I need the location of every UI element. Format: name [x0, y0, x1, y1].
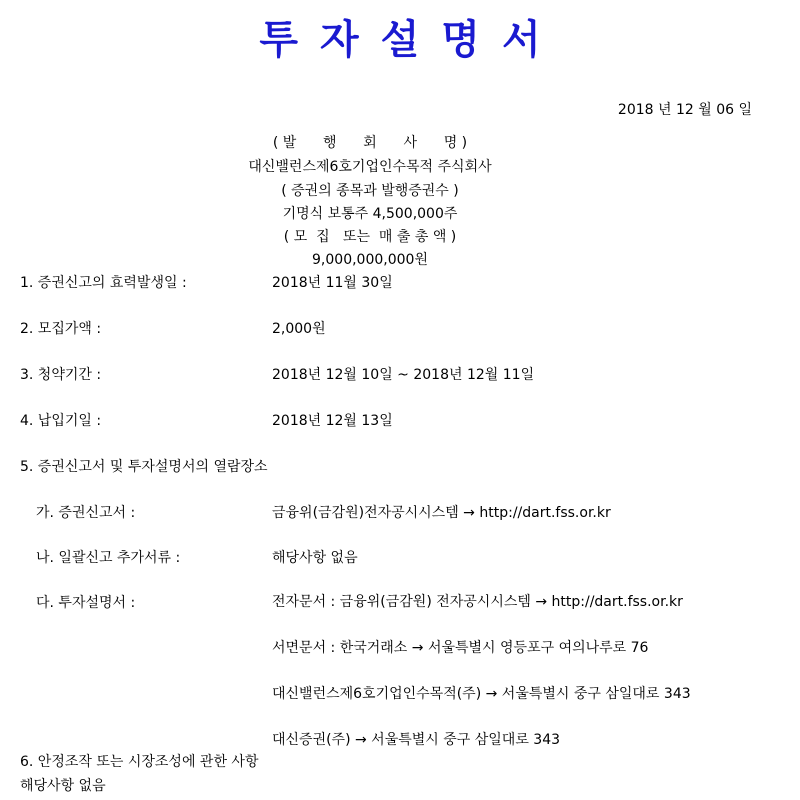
sub-prospectus-electronic: 전자문서 : 금융위(금감원) 전자공시시스템 → http://dart.fss.or.kr	[272, 594, 683, 610]
item-inspection-places-label: 5. 증권신고서 및 투자설명서의 열람장소	[20, 459, 268, 475]
securities-value: 기명식 보통주 4,500,000주	[282, 206, 458, 222]
item-stabilization-value: 해당사항 없음	[20, 778, 106, 794]
sub-additional-documents-label: 나. 일괄신고 추가서류 :	[36, 550, 181, 566]
issuer-name: 대신밸런스제6호기업인수목적 주식회사	[248, 159, 492, 175]
item-effective-date-value: 2018년 11월 30일	[272, 275, 393, 291]
issuer-label: ( 발 행 회 사 명 )	[272, 135, 468, 151]
sub-prospectus-paper: 서면문서 : 한국거래소 → 서울특별시 영등포구 여의나루로 76	[272, 640, 649, 656]
sub-additional-documents-value: 해당사항 없음	[272, 550, 358, 566]
sub-prospectus-label: 다. 투자설명서 :	[36, 595, 136, 611]
item-payment-date-label: 4. 납입기일 :	[20, 413, 102, 429]
item-offer-price-value: 2,000원	[272, 321, 326, 337]
document-date: 2018 년 12 월 06 일	[617, 102, 752, 118]
sub-prospectus-company: 대신밸런스제6호기업인수목적(주) → 서울특별시 중구 삼일대로 343	[272, 686, 691, 702]
sub-registration-statement-value: 금융위(금감원)전자공시시스템 → http://dart.fss.or.kr	[272, 505, 611, 521]
item-subscription-period-value: 2018년 12월 10일 ~ 2018년 12월 11일	[272, 367, 535, 383]
item-stabilization-label: 6. 안정조작 또는 시장조성에 관한 사항	[20, 754, 259, 770]
sub-registration-statement-label: 가. 증권신고서 :	[36, 505, 136, 521]
amount-label: ( 모 집 또는 매 출 총 액 )	[283, 229, 457, 245]
item-subscription-period-label: 3. 청약기간 :	[20, 367, 102, 383]
item-offer-price-label: 2. 모집가액 :	[20, 321, 102, 337]
document-title: 투자설명서	[259, 16, 563, 63]
sub-prospectus-underwriter: 대신증권(주) → 서울특별시 중구 삼일대로 343	[272, 732, 561, 748]
item-payment-date-value: 2018년 12월 13일	[272, 413, 393, 429]
amount-value: 9,000,000,000원	[312, 252, 428, 268]
item-effective-date-label: 1. 증권신고의 효력발생일 :	[20, 275, 187, 291]
securities-label: ( 증권의 종목과 발행증권수 )	[281, 183, 459, 199]
